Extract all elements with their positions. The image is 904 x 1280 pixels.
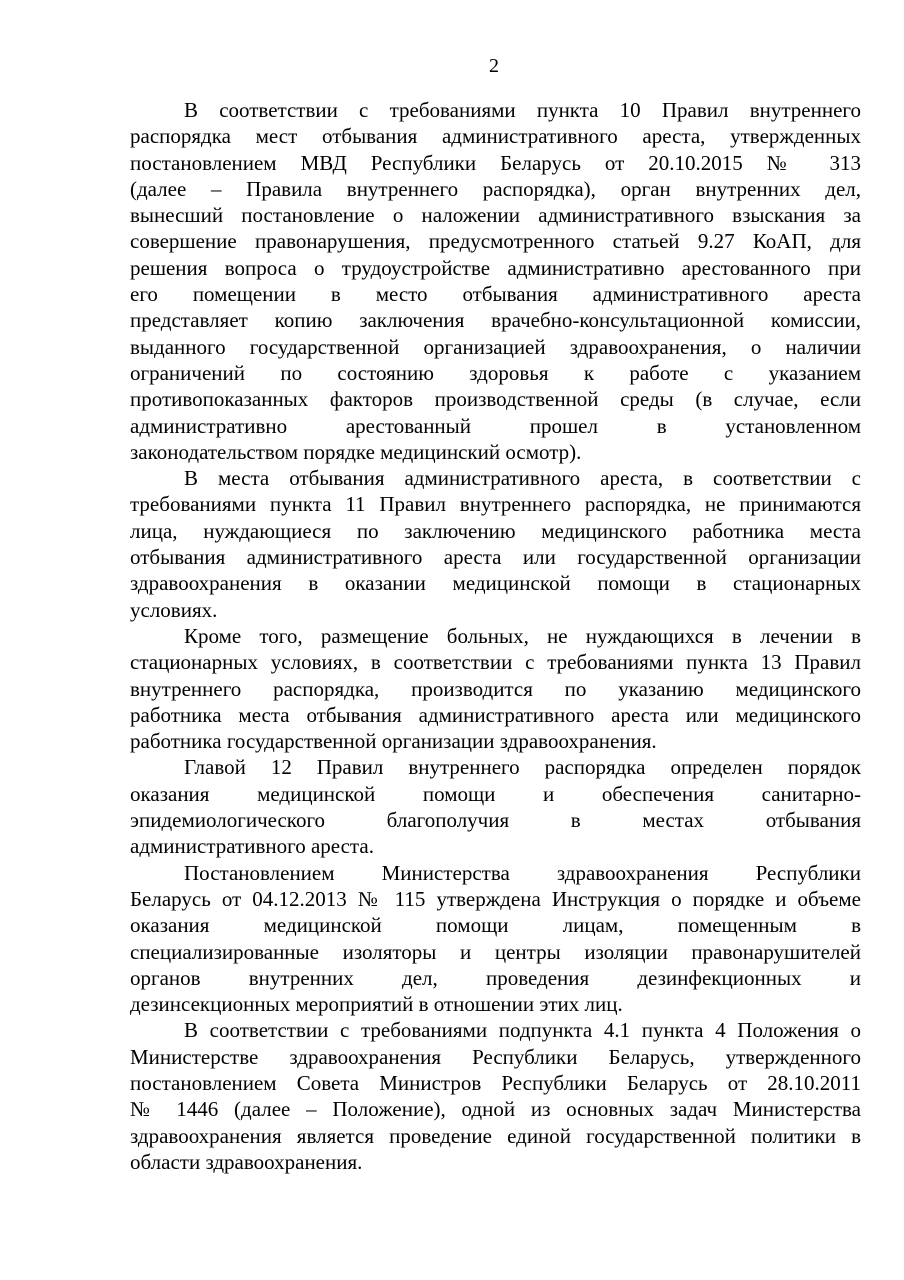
paragraph xyxy=(130,465,861,623)
text-line: дезинсекционных мероприятий в отношении этих лиц. xyxy=(130,992,623,1017)
text-line: постановлением МВД Республики Беларусь от 20.10.2015 № 313 xyxy=(130,150,861,175)
text-line: административного ареста. xyxy=(130,834,374,859)
text-line: распорядка мест отбывания административного ареста, утвержденных xyxy=(130,124,861,149)
text-line: В соответствии с требованиями подпункта 4.1 пункта 4 Положения о xyxy=(184,1018,861,1043)
text-line: оказания медицинской помощи и обеспечения санитарно- xyxy=(130,781,861,806)
text-line: совершение правонарушения, предусмотренного статьей 9.27 КоАП, для xyxy=(130,229,861,254)
text-line: Кроме того, размещение больных, не нуждающихся в лечении в xyxy=(184,623,861,648)
text-line: специализированные изоляторы и центры изоляции правонарушителей xyxy=(130,939,861,964)
text-line: административно арестованный прошел в установленном xyxy=(130,413,861,438)
text-line: лица, нуждающиеся по заключению медицинского работника места xyxy=(130,518,861,543)
text-line: работника государственной организации здравоохранения. xyxy=(130,729,657,754)
text-line: ограничений по состоянию здоровья к работе с указанием xyxy=(130,360,861,385)
text-line: здравоохранения в оказании медицинской помощи в стационарных xyxy=(130,571,861,596)
text-line: его помещении в место отбывания административного ареста xyxy=(130,282,861,307)
document-body xyxy=(130,97,861,1175)
text-line: В места отбывания административного ареста, в соответствии с xyxy=(184,466,861,491)
text-line: органов внутренних дел, проведения дезинфекционных и xyxy=(130,965,861,990)
text-line: Постановлением Министерства здравоохранения Республики xyxy=(184,860,861,885)
text-line: области здравоохранения. xyxy=(130,1149,363,1174)
text-line: Министерстве здравоохранения Республики Беларусь, утвержденного xyxy=(130,1044,861,1069)
paragraph xyxy=(130,97,861,465)
text-line: № 1446 (далее – Положение), одной из основных задач Министерства xyxy=(130,1097,861,1122)
text-line: Беларусь от 04.12.2013 № 115 утверждена Инструкция о порядке и объеме xyxy=(130,886,861,911)
text-line: противопоказанных факторов производственной среды (в случае, если xyxy=(130,387,861,412)
paragraph xyxy=(130,860,861,1018)
text-line: эпидемиологического благополучия в местах отбывания xyxy=(130,808,861,833)
text-line: отбывания административного ареста или государственной организации xyxy=(130,545,861,570)
paragraph xyxy=(130,754,861,859)
text-line: выданного государственной организацией здравоохранения, о наличии xyxy=(130,334,861,359)
page-number: 2 xyxy=(489,55,499,77)
text-line: Главой 12 Правил внутреннего распорядка определен порядок xyxy=(184,755,861,780)
text-line: законодательством порядке медицинский осмотр). xyxy=(130,439,582,464)
text-line: условиях. xyxy=(130,597,218,622)
text-line: постановлением Совета Министров Республики Беларусь от 28.10.2011 xyxy=(130,1070,861,1095)
text-line: решения вопроса о трудоустройстве административно арестованного при xyxy=(130,255,861,280)
text-line: стационарных условиях, в соответствии с требованиями пункта 13 Правил xyxy=(130,650,861,675)
text-line: В соответствии с требованиями пункта 10 Правил внутреннего xyxy=(184,98,861,122)
text-line: внутреннего распорядка, производится по указанию медицинского xyxy=(130,676,861,701)
text-line: работника места отбывания административного ареста или медицинского xyxy=(130,702,861,727)
text-line: (далее – Правила внутреннего распорядка), орган внутренних дел, xyxy=(130,176,861,201)
paragraph xyxy=(130,1017,861,1175)
text-line: здравоохранения является проведение единой государственной политики в xyxy=(130,1123,861,1148)
text-line: оказания медицинской помощи лицам, помещенным в xyxy=(130,913,861,938)
text-line: вынесший постановление о наложении административного взыскания за xyxy=(130,203,861,228)
text-line: представляет копию заключения врачебно-консультационной комиссии, xyxy=(130,308,861,333)
paragraph xyxy=(130,623,861,754)
text-line: требованиями пункта 11 Правил внутреннего распорядка, не принимаются xyxy=(130,492,861,517)
